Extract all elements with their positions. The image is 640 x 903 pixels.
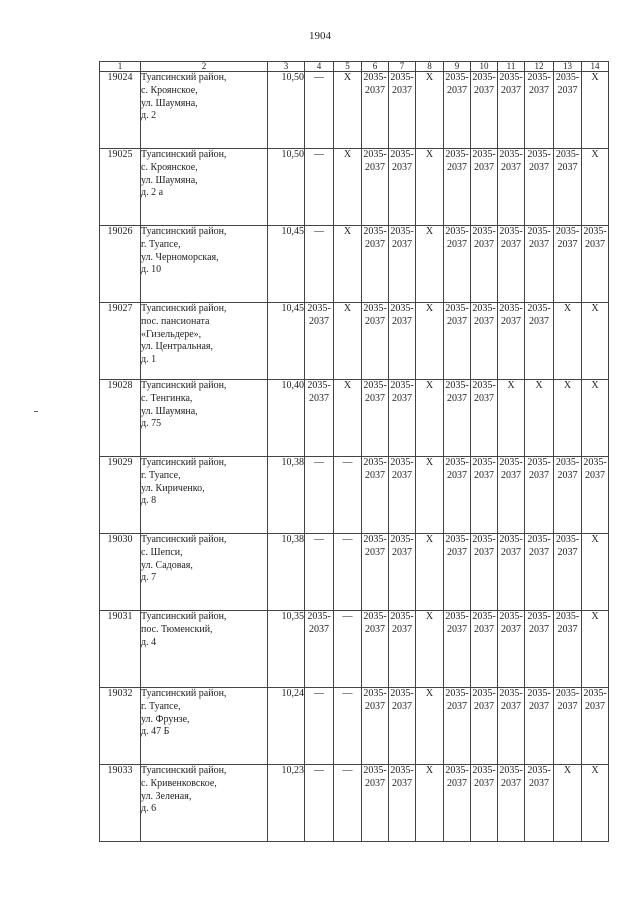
column-14-value: 2035-2037 [582,457,609,534]
column-13-value: 2035-2037 [554,149,582,226]
record-number: 19027 [100,303,141,380]
address-cell [141,72,268,149]
column-6-value: 2035-2037 [362,688,389,765]
address-line: «Гизельдере», [141,328,202,340]
column-5-value: — [334,457,362,534]
column-9-value: 2035-2037 [444,226,471,303]
area-value: 10,35 [268,611,305,688]
column-7-value: 2035-2037 [389,303,416,380]
address-line: ул. Садовая, [141,559,193,571]
column-number-2: 2 [141,62,268,72]
column-8-value: X [416,611,444,688]
table-row [100,303,609,380]
column-12-value: 2035-2037 [525,149,554,226]
column-number-12: 12 [525,62,554,72]
column-6-value: 2035-2037 [362,457,389,534]
column-7-value: 2035-2037 [389,688,416,765]
record-number: 19024 [100,72,141,149]
column-4-value: — [305,72,334,149]
column-7-value: 2035-2037 [389,226,416,303]
column-7-value: 2035-2037 [389,534,416,611]
address-line: ул. Фрунзе, [141,713,190,725]
column-14-value: X [582,149,609,226]
column-9-value: 2035-2037 [444,765,471,842]
column-11-value: 2035-2037 [498,226,525,303]
address-line: пос. пансионата [141,315,210,327]
column-10-value: 2035-2037 [471,149,498,226]
table-row [100,534,609,611]
address-line: д. 2 а [141,187,164,199]
address-cell [141,688,268,765]
column-4-value: 2035-2037 [305,611,334,688]
column-6-value: 2035-2037 [362,380,389,457]
column-13-value: 2035-2037 [554,611,582,688]
column-6-value: 2035-2037 [362,534,389,611]
table-row [100,765,609,842]
column-number-9: 9 [444,62,471,72]
address-line: д. 6 [141,803,157,815]
address-cell [141,534,268,611]
address-line: пос. Тюменский, [141,623,213,635]
address-line: ул. Шаумяна, [141,405,198,417]
column-13-value: 2035-2037 [554,457,582,534]
column-9-value: 2035-2037 [444,534,471,611]
address-line: д. 4 [141,636,157,648]
column-4-value: 2035-2037 [305,303,334,380]
column-11-value: 2035-2037 [498,688,525,765]
address-line: Туапсинский район, [141,72,227,83]
column-number-4: 4 [305,62,334,72]
column-6-value: 2035-2037 [362,611,389,688]
address-line: Туапсинский район, [141,226,227,237]
column-7-value: 2035-2037 [389,380,416,457]
area-value: 10,23 [268,765,305,842]
area-value: 10,50 [268,72,305,149]
column-11-value: X [498,380,525,457]
address-line: с. Кроянское, [141,84,198,96]
address-line: Туапсинский район, [141,611,227,622]
column-4-value: — [305,765,334,842]
table-row [100,611,609,688]
column-8-value: X [416,303,444,380]
column-14-value: X [582,303,609,380]
address-line: д. 10 [141,264,162,276]
column-5-value: X [334,380,362,457]
column-8-value: X [416,72,444,149]
column-13-value: X [554,303,582,380]
column-9-value: 2035-2037 [444,457,471,534]
column-10-value: 2035-2037 [471,765,498,842]
address-line: г. Туапсе, [141,238,181,250]
column-11-value: 2035-2037 [498,303,525,380]
address-line: Туапсинский район, [141,149,227,160]
address-cell [141,149,268,226]
area-value: 10,45 [268,303,305,380]
address-cell [141,457,268,534]
address-cell [141,226,268,303]
area-value: 10,38 [268,457,305,534]
record-number: 19033 [100,765,141,842]
column-5-value: — [334,534,362,611]
column-number-3: 3 [268,62,305,72]
column-7-value: 2035-2037 [389,72,416,149]
record-number: 19030 [100,534,141,611]
column-14-value: X [582,72,609,149]
column-12-value: 2035-2037 [525,303,554,380]
column-6-value: 2035-2037 [362,765,389,842]
area-value: 10,45 [268,226,305,303]
column-7-value: 2035-2037 [389,765,416,842]
column-9-value: 2035-2037 [444,688,471,765]
column-13-value: 2035-2037 [554,226,582,303]
column-4-value: — [305,688,334,765]
table-row [100,226,609,303]
area-value: 10,38 [268,534,305,611]
column-number-5: 5 [334,62,362,72]
column-number-6: 6 [362,62,389,72]
column-7-value: 2035-2037 [389,149,416,226]
column-5-value: — [334,611,362,688]
column-number-10: 10 [471,62,498,72]
address-line: ул. Кириченко, [141,482,205,494]
column-9-value: 2035-2037 [444,380,471,457]
column-7-value: 2035-2037 [389,457,416,534]
column-11-value: 2035-2037 [498,457,525,534]
column-5-value: X [334,149,362,226]
scan-mark [34,411,38,412]
record-number: 19032 [100,688,141,765]
page-number: 1904 [309,30,331,42]
column-5-value: X [334,303,362,380]
column-13-value: 2035-2037 [554,72,582,149]
column-8-value: X [416,380,444,457]
address-line: ул. Зеленая, [141,790,192,802]
column-9-value: 2035-2037 [444,149,471,226]
table-row [100,380,609,457]
column-11-value: 2035-2037 [498,765,525,842]
column-12-value: 2035-2037 [525,765,554,842]
table-row [100,72,609,149]
address-line: с. Шепси, [141,546,183,558]
column-number-row [100,62,609,72]
address-line: Туапсинский район, [141,534,227,545]
address-cell [141,611,268,688]
column-8-value: X [416,226,444,303]
address-line: Туапсинский район, [141,765,227,776]
column-10-value: 2035-2037 [471,688,498,765]
column-9-value: 2035-2037 [444,72,471,149]
table-row [100,688,609,765]
column-number-1: 1 [100,62,141,72]
column-13-value: 2035-2037 [554,688,582,765]
column-12-value: X [525,380,554,457]
table-row [100,457,609,534]
column-14-value: X [582,765,609,842]
address-line: д. 75 [141,418,162,430]
column-10-value: 2035-2037 [471,611,498,688]
address-line: Туапсинский район, [141,380,227,391]
column-10-value: 2035-2037 [471,457,498,534]
address-cell [141,765,268,842]
table-row [100,149,609,226]
column-12-value: 2035-2037 [525,72,554,149]
column-number-8: 8 [416,62,444,72]
area-value: 10,50 [268,149,305,226]
column-11-value: 2035-2037 [498,72,525,149]
column-11-value: 2035-2037 [498,611,525,688]
column-14-value: 2035-2037 [582,226,609,303]
address-line: г. Туапсе, [141,700,181,712]
column-8-value: X [416,688,444,765]
address-line: ул. Шаумяна, [141,97,198,109]
column-12-value: 2035-2037 [525,226,554,303]
column-10-value: 2035-2037 [471,72,498,149]
column-5-value: X [334,72,362,149]
area-value: 10,40 [268,380,305,457]
area-value: 10,24 [268,688,305,765]
column-14-value: X [582,611,609,688]
column-6-value: 2035-2037 [362,149,389,226]
column-4-value: — [305,149,334,226]
column-10-value: 2035-2037 [471,303,498,380]
registry-table [99,61,609,842]
record-number: 19025 [100,149,141,226]
address-line: ул. Черноморская, [141,251,219,263]
address-line: Туапсинский район, [141,303,227,314]
column-13-value: X [554,380,582,457]
column-9-value: 2035-2037 [444,303,471,380]
address-line: д. 47 Б [141,726,170,738]
column-7-value: 2035-2037 [389,611,416,688]
address-line: д. 7 [141,572,157,584]
address-line: Туапсинский район, [141,688,227,699]
table-body [100,62,609,842]
column-number-13: 13 [554,62,582,72]
column-5-value: X [334,226,362,303]
column-11-value: 2035-2037 [498,149,525,226]
column-9-value: 2035-2037 [444,611,471,688]
address-line: Туапсинский район, [141,457,227,468]
column-10-value: 2035-2037 [471,380,498,457]
column-number-14: 14 [582,62,609,72]
column-4-value: 2035-2037 [305,380,334,457]
column-8-value: X [416,149,444,226]
address-line: с. Тенгинка, [141,392,193,404]
column-10-value: 2035-2037 [471,534,498,611]
column-12-value: 2035-2037 [525,457,554,534]
column-12-value: 2035-2037 [525,534,554,611]
column-4-value: — [305,457,334,534]
column-14-value: 2035-2037 [582,688,609,765]
column-13-value: 2035-2037 [554,534,582,611]
column-8-value: X [416,457,444,534]
address-line: с. Кривенковское, [141,777,217,789]
column-6-value: 2035-2037 [362,303,389,380]
record-number: 19029 [100,457,141,534]
column-5-value: — [334,688,362,765]
column-6-value: 2035-2037 [362,226,389,303]
column-4-value: — [305,534,334,611]
record-number: 19028 [100,380,141,457]
address-cell [141,380,268,457]
column-number-7: 7 [389,62,416,72]
address-line: д. 8 [141,495,157,507]
column-6-value: 2035-2037 [362,72,389,149]
column-13-value: X [554,765,582,842]
column-8-value: X [416,765,444,842]
address-line: ул. Шаумяна, [141,174,198,186]
address-line: д. 1 [141,354,157,366]
column-12-value: 2035-2037 [525,611,554,688]
column-number-11: 11 [498,62,525,72]
column-11-value: 2035-2037 [498,534,525,611]
column-14-value: X [582,534,609,611]
address-line: г. Туапсе, [141,469,181,481]
address-line: д. 2 [141,110,157,122]
record-number: 19031 [100,611,141,688]
record-number: 19026 [100,226,141,303]
address-cell [141,303,268,380]
column-14-value: X [582,380,609,457]
column-10-value: 2035-2037 [471,226,498,303]
column-5-value: — [334,765,362,842]
column-4-value: — [305,226,334,303]
column-12-value: 2035-2037 [525,688,554,765]
address-line: с. Кроянское, [141,161,198,173]
column-8-value: X [416,534,444,611]
address-line: ул. Центральная, [141,341,214,353]
